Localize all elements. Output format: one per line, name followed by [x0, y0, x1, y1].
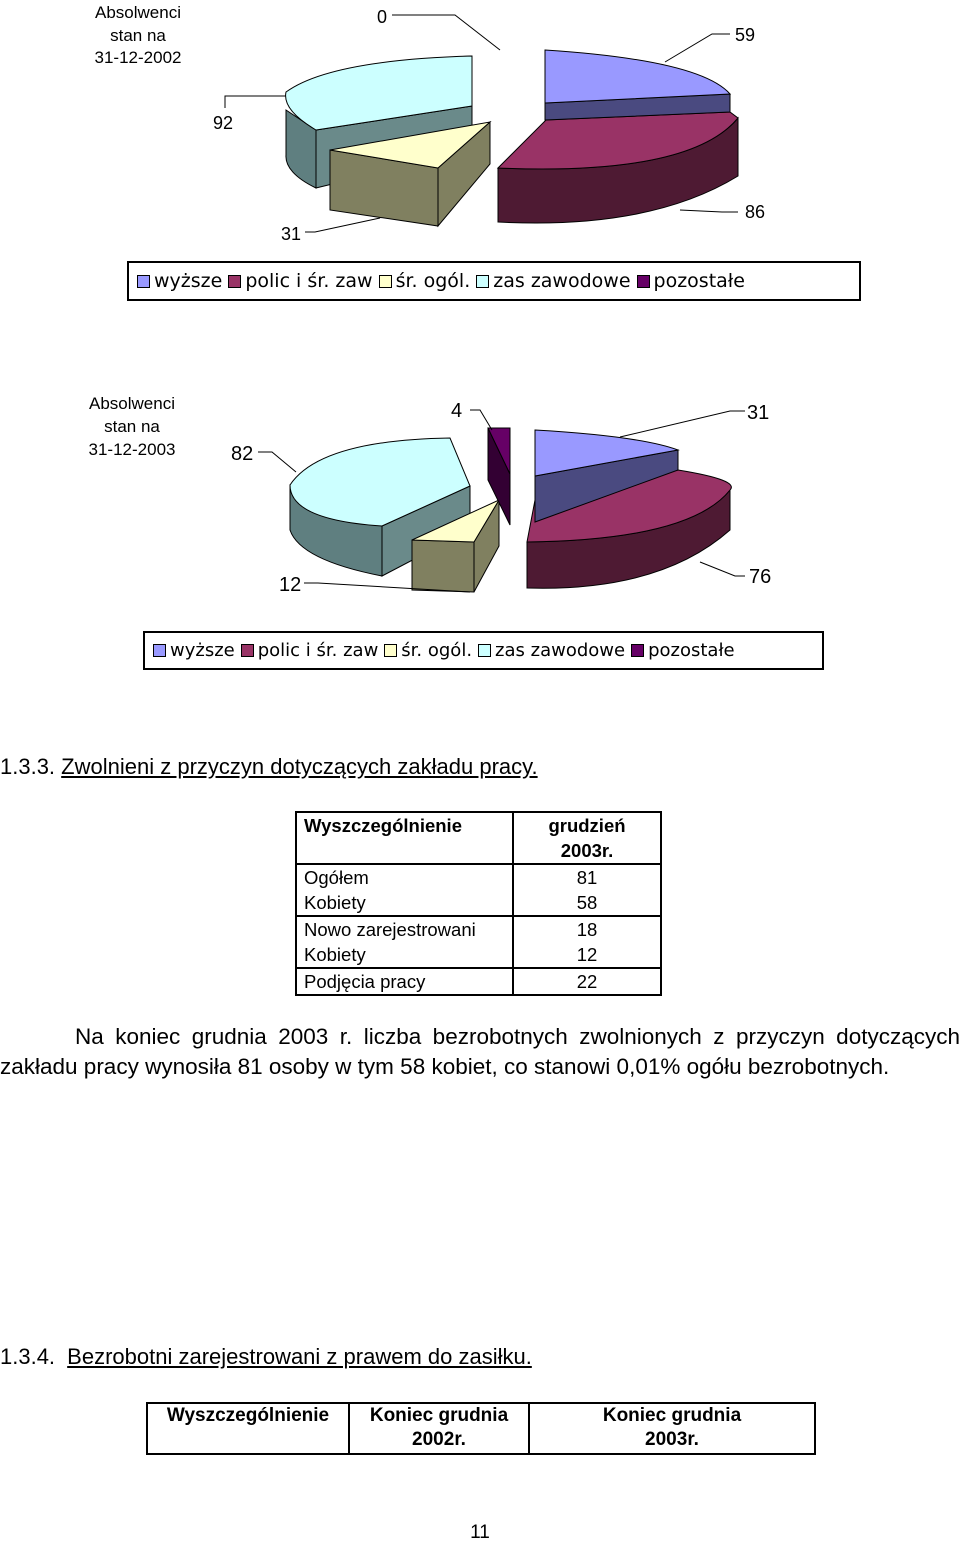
section-134-heading	[0, 1344, 532, 1370]
leader-line	[258, 452, 296, 472]
leader-line	[225, 96, 286, 108]
pie-chart-2003	[0, 380, 960, 620]
legend-label: zas zawodowe	[495, 640, 626, 661]
chart-2002-legend	[127, 261, 861, 301]
table-header-cell	[529, 1403, 815, 1454]
header-label: grudzień	[548, 815, 626, 836]
table-cell	[513, 968, 661, 995]
chart-title-line: stan na	[110, 25, 166, 45]
value-label: 12	[279, 574, 302, 596]
table-cell	[513, 864, 661, 916]
legend-swatch	[478, 644, 491, 657]
leader-line	[620, 411, 745, 437]
legend-label: polic i śr. zaw	[245, 270, 373, 292]
header-label: Koniec grudnia	[369, 1405, 509, 1426]
row-value: 58	[576, 892, 598, 913]
header-label: Wyszczególnienie	[304, 815, 462, 836]
row-value: 81	[576, 867, 598, 888]
page-number: 11	[470, 1522, 490, 1543]
table-cell	[296, 864, 513, 916]
legend-item	[637, 270, 745, 292]
legend-label: wyższe	[154, 270, 223, 292]
row-label: Kobiety	[304, 892, 366, 913]
value-label: 59	[735, 25, 756, 45]
chart-title-line: 31-12-2003	[88, 440, 176, 459]
section-number: 1.3.4.	[0, 1344, 56, 1369]
legend-swatch	[476, 275, 489, 288]
value-label: 92	[213, 113, 234, 133]
table-header-cell	[296, 812, 513, 864]
legend-swatch	[153, 644, 166, 657]
legend-item	[241, 640, 379, 661]
value-label: 31	[281, 224, 302, 244]
table-header-row	[147, 1403, 815, 1454]
chart-2003-legend	[143, 631, 824, 670]
section-title: Bezrobotni zarejestrowani z prawem do zasiłku.	[67, 1344, 532, 1369]
legend-item	[137, 270, 222, 292]
benefit-table	[146, 1402, 816, 1455]
table-cell	[296, 916, 513, 968]
legend-item	[228, 270, 372, 292]
legend-item	[153, 640, 235, 661]
row-value: 12	[576, 944, 598, 965]
table-header-cell	[349, 1403, 529, 1454]
legend-label: śr. ogól.	[401, 640, 473, 661]
row-value: 18	[576, 919, 598, 940]
legend-item	[476, 270, 630, 292]
section-title: Zwolnieni z przyczyn dotyczących zakładu pracy.	[61, 754, 538, 779]
dismissed-table	[295, 811, 662, 996]
value-label: 82	[231, 443, 254, 465]
legend-item	[631, 640, 735, 661]
header-label: Koniec grudnia	[602, 1405, 742, 1426]
legend-label: polic i śr. zaw	[257, 640, 379, 661]
header-label: 2003r.	[645, 1429, 699, 1450]
legend-swatch	[637, 275, 650, 288]
table-header-cell	[147, 1403, 349, 1454]
value-label: 4	[451, 400, 463, 422]
leader-line	[392, 15, 500, 50]
section-number: 1.3.3.	[0, 754, 56, 779]
summary-paragraph	[0, 1022, 960, 1081]
value-label: 31	[747, 402, 770, 424]
legend-swatch	[379, 275, 392, 288]
leader-line	[305, 218, 380, 232]
slice-side	[412, 540, 474, 592]
legend-swatch	[241, 644, 254, 657]
table-row	[296, 864, 661, 916]
header-label: 2003r.	[560, 840, 614, 861]
legend-label: śr. ogól.	[395, 270, 471, 292]
row-value: 22	[576, 971, 598, 992]
legend-item	[379, 270, 471, 292]
legend-label: pozostałe	[653, 270, 745, 292]
leader-line	[665, 34, 730, 62]
row-label: Ogółem	[304, 867, 369, 888]
table-header-row	[296, 812, 661, 864]
legend-swatch	[631, 644, 644, 657]
table-row	[296, 916, 661, 968]
legend-label: wyższe	[170, 640, 235, 661]
paragraph-text: Na koniec grudnia 2003 r. liczba bezrobotnych zwolnionych z przyczyn dotyczących zakładu pracy wynosiła 81 osoby w tym 58 kobiet, co stanowi 0,01% ogółu bezrobotnych.	[0, 1024, 960, 1079]
section-133-heading	[0, 754, 538, 780]
legend-item	[384, 640, 472, 661]
leader-line	[470, 410, 492, 430]
leader-line	[680, 210, 738, 212]
legend-label: zas zawodowe	[493, 270, 631, 292]
chart-title-line: 31-12-2002	[94, 48, 182, 67]
chart-title-line: Absolwenci	[95, 3, 181, 22]
legend-swatch	[228, 275, 241, 288]
header-label: Wyszczególnienie	[166, 1405, 330, 1426]
chart-title-line: stan na	[104, 417, 160, 436]
leader-line	[700, 562, 745, 576]
table-cell	[513, 916, 661, 968]
value-label: 0	[377, 7, 388, 27]
pie-chart-2002	[0, 0, 960, 260]
slice-top-wyzsze	[545, 50, 730, 103]
table-header-cell	[513, 812, 661, 864]
legend-label: pozostałe	[648, 640, 735, 661]
value-label: 86	[745, 202, 766, 222]
table-cell	[296, 968, 513, 995]
legend-swatch	[137, 275, 150, 288]
row-label: Kobiety	[304, 944, 366, 965]
legend-swatch	[384, 644, 397, 657]
row-label: Nowo zarejestrowani	[304, 919, 476, 940]
row-label: Podjęcia pracy	[304, 971, 426, 992]
chart-title-line: Absolwenci	[89, 394, 175, 413]
header-label: 2002r.	[412, 1429, 466, 1450]
legend-item	[478, 640, 625, 661]
value-label: 76	[749, 566, 772, 588]
table-row	[296, 968, 661, 995]
